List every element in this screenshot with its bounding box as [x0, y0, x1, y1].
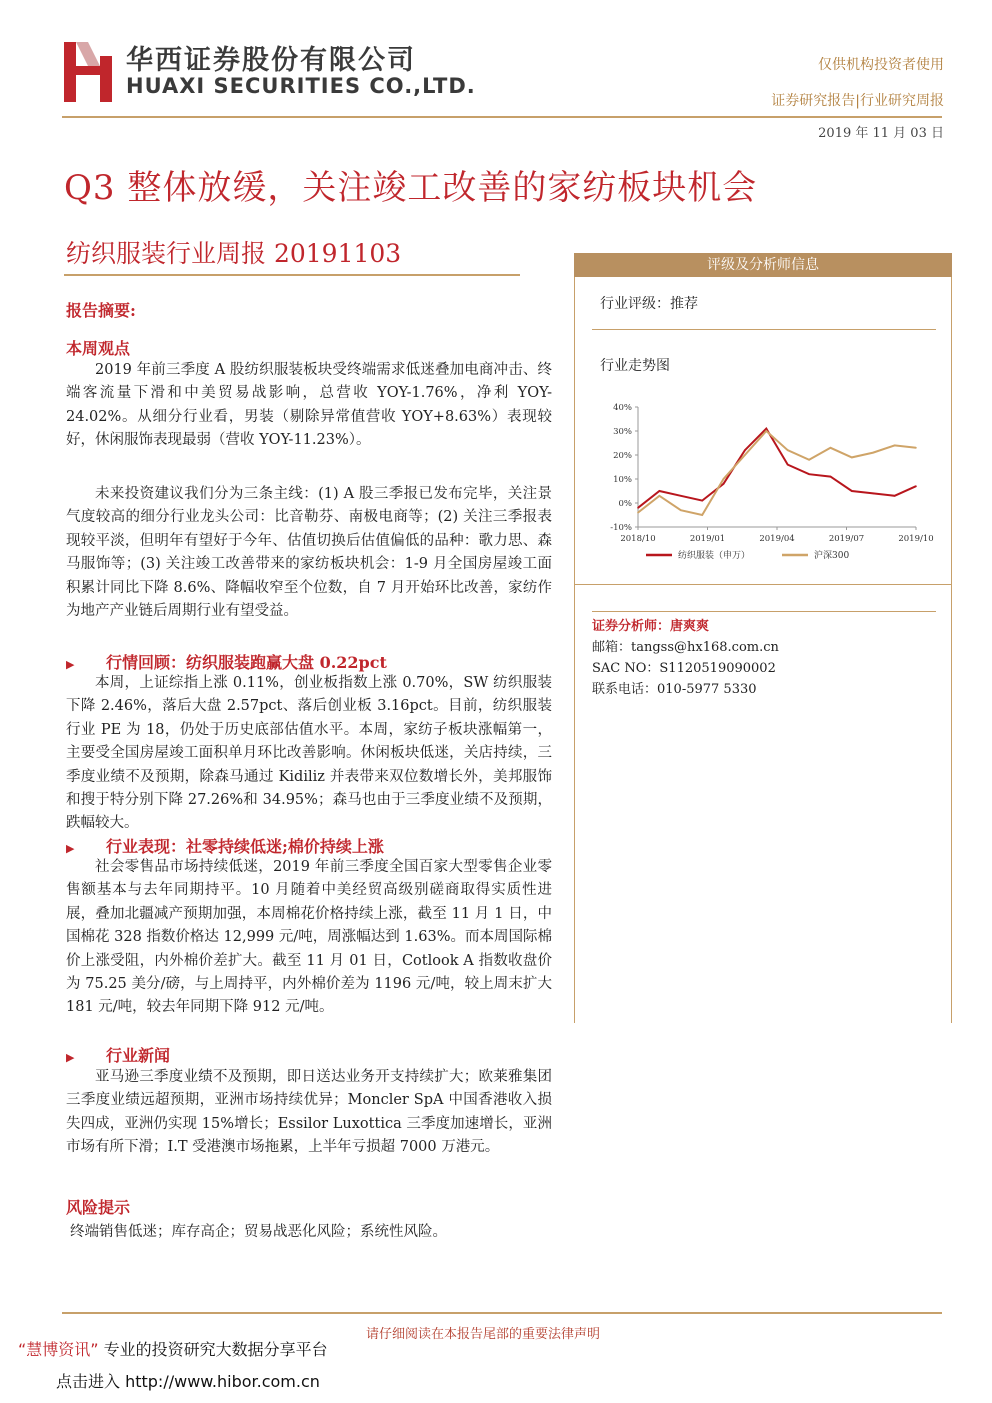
series-point-1	[787, 464, 789, 466]
watermark-brand: “慧博资讯”	[18, 1340, 99, 1359]
x-tick-label: 2018/10	[620, 534, 656, 544]
y-tick-label: -10%	[610, 523, 632, 533]
triangle-bullet-icon: ▶	[66, 842, 75, 855]
series-point-1	[872, 493, 874, 495]
view-paragraph-2: 未来投资建议我们分为三条主线：(1) A 股三季报已发布完毕，关注景气度较高的细分行业龙头公司：比音勒芬、南极电商等；(2) 关注三季报表现较平淡，但明年有望好于今年、估值切换后估值偏低的品种：歌力思、森马服饰等；(3) 关注竣工改善带来的家纺板块机会：1-9 月全国房屋竣工面积累计同比下降 8.6%、降幅收窄至个位数，自 7 月开始环比改善，家纺作为地产产业链后周期行业有望受益。	[66, 486, 552, 620]
panel-right-border	[951, 583, 952, 1023]
series-point-2	[637, 512, 639, 514]
triangle-bullet-icon: ▶	[66, 1051, 75, 1064]
series-point-2	[723, 478, 725, 480]
series-point-2	[830, 447, 832, 449]
company-name-en: HUAXI SECURITIES CO.,LTD.	[126, 74, 476, 98]
series-point-1	[766, 428, 768, 430]
footer-rule	[62, 1312, 942, 1314]
legal-notice: 请仔细阅读在本报告尾部的重要法律声明	[366, 1327, 601, 1342]
company-logo	[62, 36, 114, 104]
subtitle-underline	[64, 274, 520, 276]
series-point-1	[659, 490, 661, 492]
series-point-2	[680, 509, 682, 511]
report-subtitle: 纺织服装行业周报 20191103	[66, 239, 402, 268]
watermark-line-1	[18, 1337, 328, 1360]
report-date: 2019 年 11 月 03 日	[818, 126, 944, 141]
series-point-2	[787, 449, 789, 451]
risk-heading: 风险提示	[66, 1198, 131, 1217]
y-tick-label: 0%	[618, 499, 632, 509]
legend-label-1: 纺织服装（申万）	[678, 551, 751, 561]
industry-news-paragraph: 亚马逊三季度业绩不及预期，即日送达业务开支持续扩大；欧莱雅集团三季度业绩远超预期，亚洲市场持续优异；Moncler SpA 中国香港收入损失四成，亚洲仍实现 15%增长；Essilor Luxottica 三季度加速增长，亚洲市场有所下滑；I.T 受港澳市场拖累，上半年亏损超 7000 万港元。	[66, 1069, 552, 1156]
y-tick-label: 40%	[613, 403, 632, 413]
watermark-desc: 专业的投资研究大数据分享平台	[98, 1340, 328, 1359]
industry-trend-chart	[594, 393, 944, 578]
series-point-2	[872, 452, 874, 454]
analyst-phone: 联系电话：010-5977 5330	[592, 682, 757, 697]
series-point-1	[915, 485, 917, 487]
summary-label: 报告摘要:	[66, 301, 136, 320]
analyst-sac-no: SAC NO：S1120519090002	[592, 661, 776, 676]
triangle-bullet-icon: ▶	[66, 658, 75, 671]
report-type: 证券研究报告|行业研究周报	[771, 93, 944, 109]
y-tick-label: 30%	[613, 427, 632, 437]
analyst-email: 邮箱：tangss@hx168.com.cn	[592, 640, 779, 655]
industry-performance-heading: ▶ 行业表现：社零持续低迷;棉价持续上涨	[66, 837, 384, 856]
series-point-2	[766, 430, 768, 432]
series-point-1	[637, 507, 639, 509]
series-point-2	[915, 447, 917, 449]
series-point-2	[701, 514, 703, 516]
trend-chart-label: 行业走势图	[600, 358, 670, 374]
view-paragraph-1: 2019 年前三季度 A 股纺织服装板块受终端需求低迷叠加电商冲击、终端客流量下滑和中美贸易战影响，总营收 YOY-1.76%，净利 YOY-24.02%。从细分行业看，男装（剔除异常值营收 YOY+8.63%）表现较好，休闲服饰表现最弱（营收 YOY-11.23%）。	[66, 362, 552, 449]
company-name-cn: 华西证券股份有限公司	[126, 45, 416, 76]
legend-label-2: 沪深300	[814, 551, 850, 561]
series-point-1	[701, 500, 703, 502]
header-rule	[62, 116, 942, 118]
audience-note: 仅供机构投资者使用	[818, 57, 944, 73]
industry-rating: 行业评级：推荐	[600, 296, 698, 312]
industry-performance-paragraph: 社会零售品市场持续低迷，2019 年前三季度全国百家大型零售企业零售额基本与去年同期持平。10 月随着中美经贸高级别磋商取得实质性进展，叠加北疆减产预期加强，本周棉花价格持续上涨，截至 11 月 1 日，中国棉花 328 指数价格达 12,999 元/吨，周涨幅达到 1.63%。而本周国际棉价上涨受阻，内外棉价差扩大。截至 11 月 01 日，Cotlook A 指数收盘价为 75.25 美分/磅，与上周持平，内外棉价差为 1196 元/吨，较上周末扩大 181 元/吨，较去年同期下降 912 元/吨。	[66, 859, 552, 1016]
watermark-link[interactable]: 点击进入 http://www.hibor.com.cn	[56, 1372, 320, 1391]
analyst-name: 证券分析师：唐爽爽	[592, 619, 710, 634]
series-point-2	[851, 457, 853, 459]
series-point-1	[851, 490, 853, 492]
report-title: Q3 整体放缓，关注竣工改善的家纺板块机会	[64, 168, 758, 208]
section-this-week-view: 本周观点	[66, 339, 131, 358]
rating-analyst-panel	[574, 253, 952, 1023]
series-point-2	[744, 454, 746, 456]
panel-divider	[592, 329, 936, 330]
series-line-2	[638, 431, 916, 515]
series-point-2	[659, 495, 661, 497]
series-point-1	[680, 495, 682, 497]
series-point-1	[723, 483, 725, 485]
series-point-1	[744, 449, 746, 451]
panel-left-border	[574, 583, 575, 1023]
x-tick-label: 2019/10	[898, 534, 934, 544]
risk-text: 终端销售低迷；库存高企；贸易战恶化风险；系统性风险。	[70, 1224, 447, 1240]
series-point-1	[808, 473, 810, 475]
market-review-heading: ▶ 行情回顾：纺织服装跑赢大盘 0.22pct	[66, 653, 387, 672]
y-tick-label: 10%	[613, 475, 632, 485]
series-point-2	[808, 459, 810, 461]
panel-divider	[592, 611, 936, 612]
y-tick-label: 20%	[613, 451, 632, 461]
x-tick-label: 2019/04	[759, 534, 795, 544]
series-point-1	[894, 495, 896, 497]
x-tick-label: 2019/07	[828, 534, 865, 544]
panel-header: 评级及分析师信息	[574, 253, 952, 277]
series-point-2	[894, 445, 896, 447]
industry-news-heading: ▶ 行业新闻	[66, 1046, 171, 1065]
market-review-paragraph: 本周，上证综指上涨 0.11%，创业板指数上涨 0.70%，SW 纺织服装下降 2.46%，落后大盘 2.57pct、落后创业板 3.16pct。目前，纺织服装行业 PE 为 18，仍处于历史底部估值水平。本周，家纺子板块涨幅第一，主要受全国房屋竣工面积单月环比改善影响。休闲板块低迷，关店持续，三季度业绩不及预期，除森马通过 Kidiliz 并表带来双位数增长外，美邦服饰和搜于特分别下降 27.26%和 34.95%；森马也由于三季度业绩不及预期，跌幅较大。	[66, 675, 552, 832]
series-point-1	[830, 476, 832, 478]
x-tick-label: 2019/01	[689, 534, 726, 544]
